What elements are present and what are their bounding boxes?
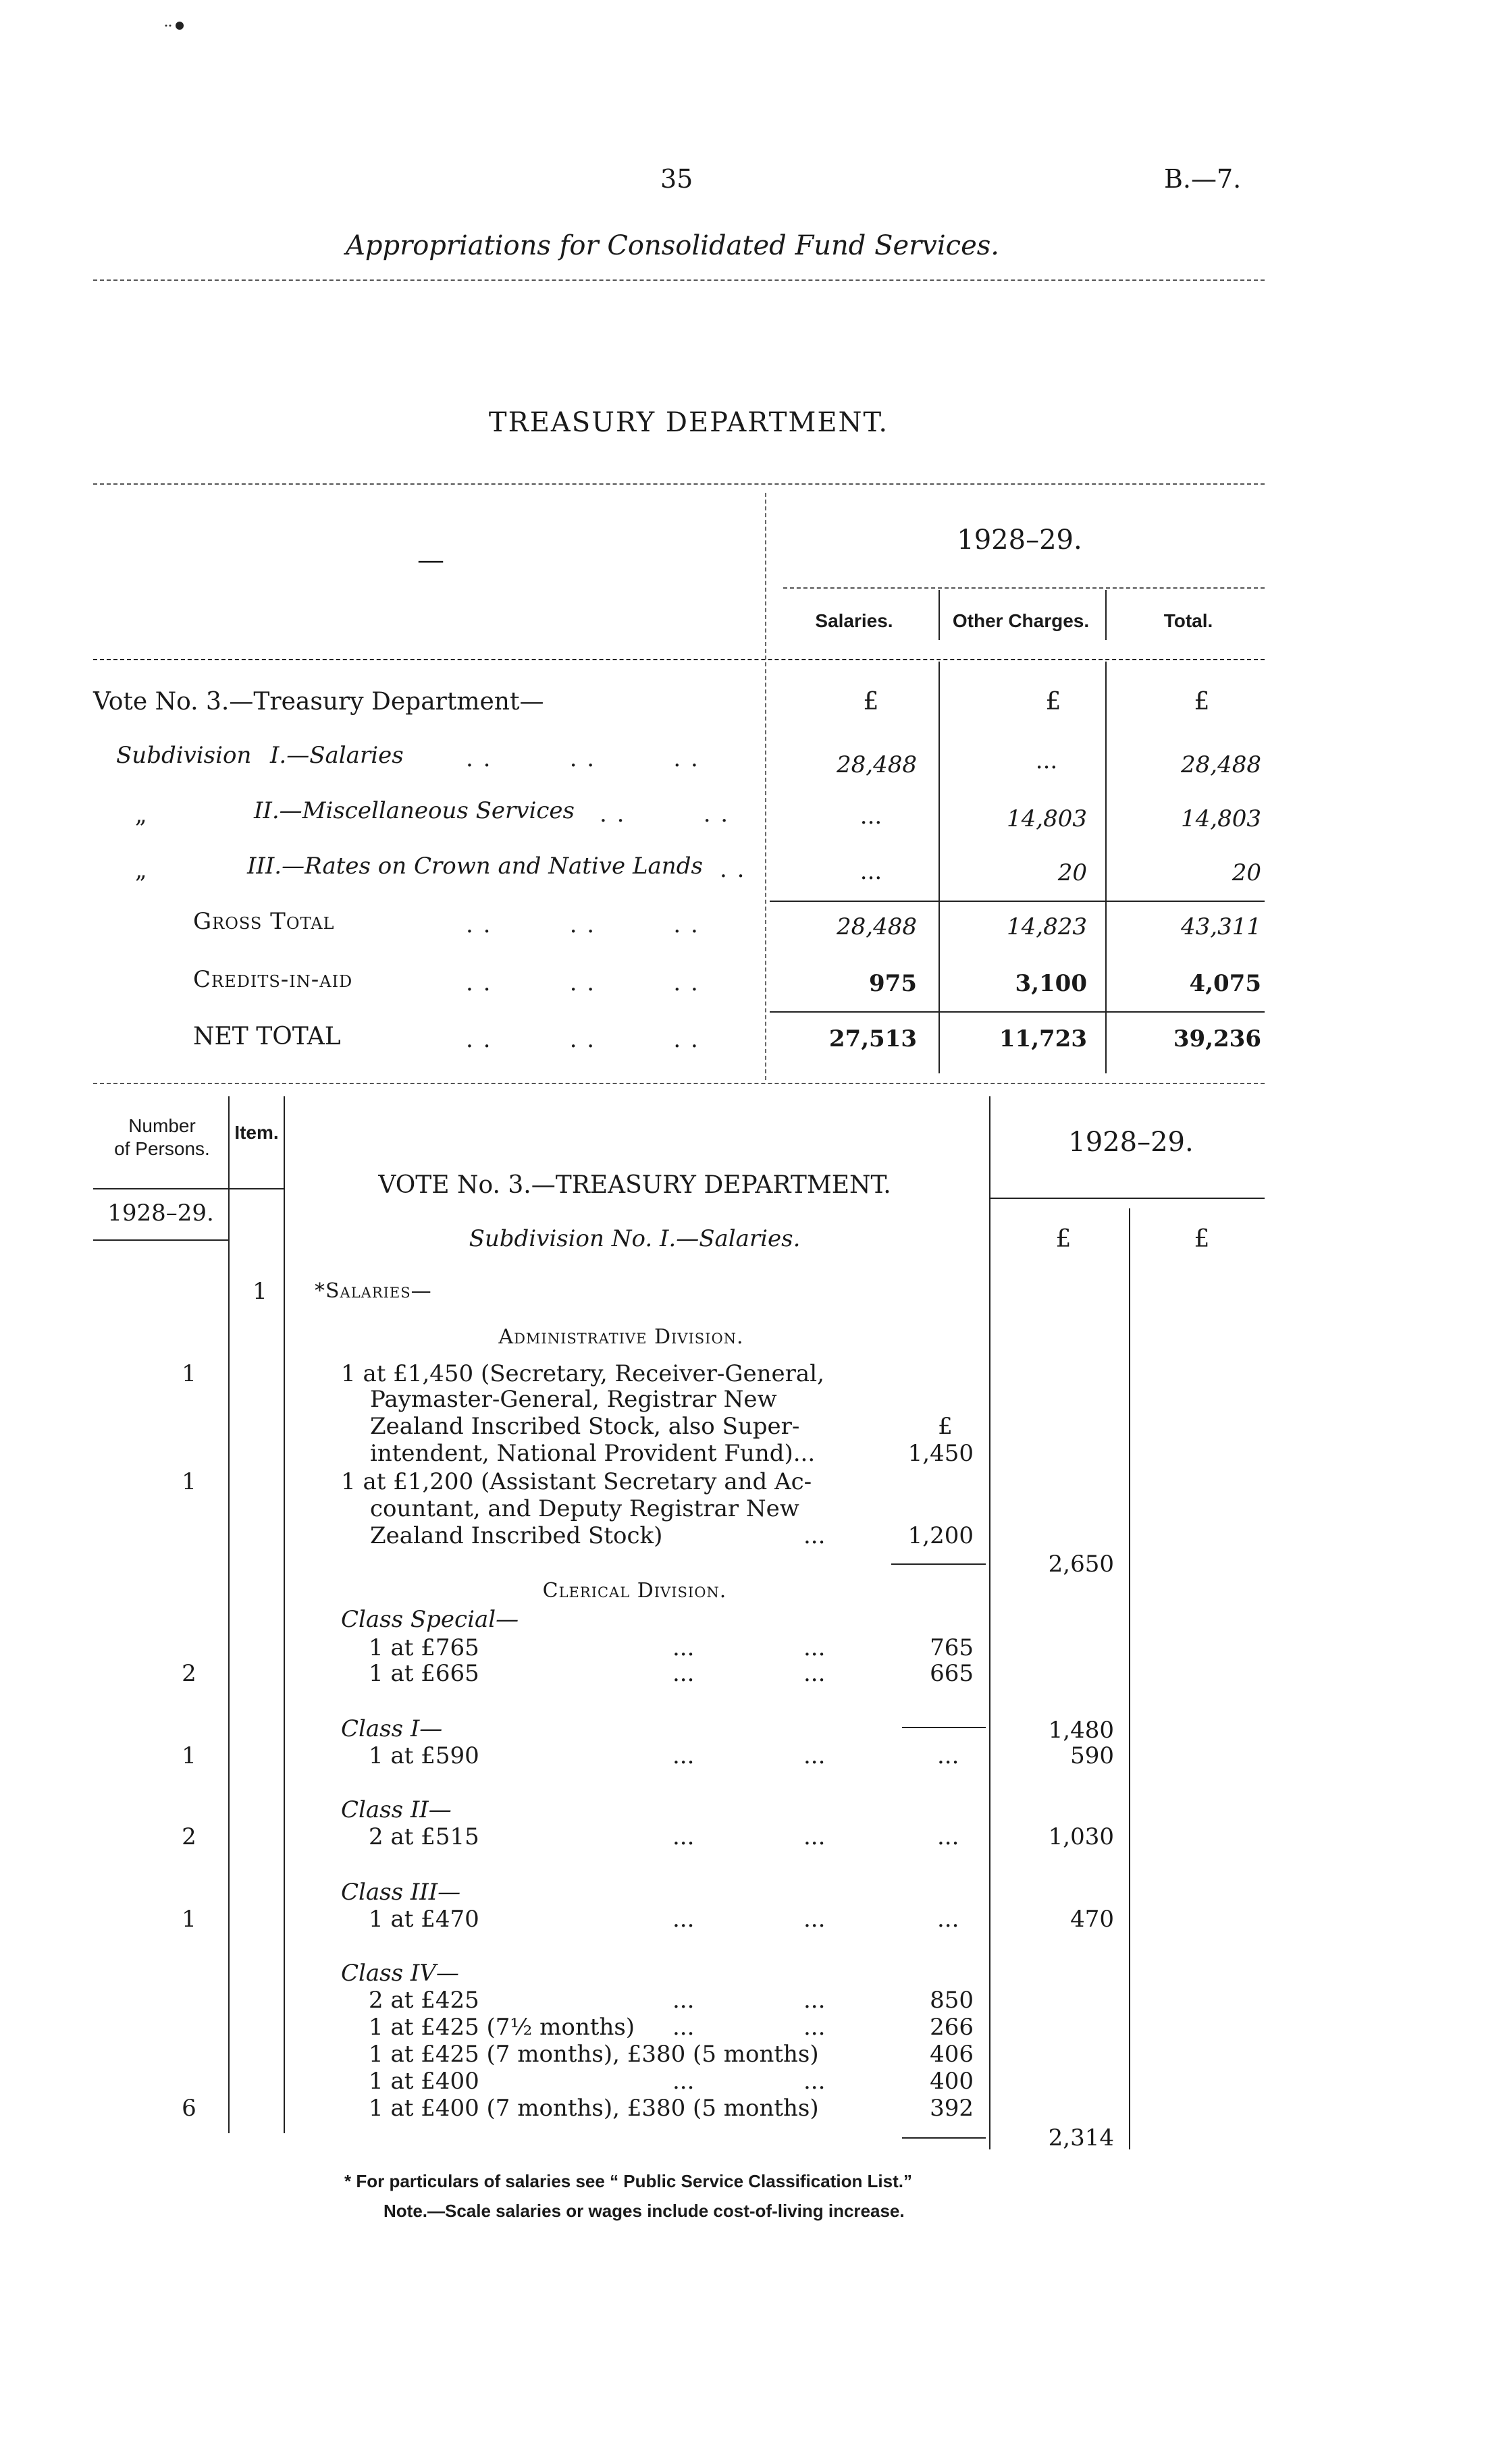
persons-year: 1928–29. [107, 1200, 214, 1227]
ellipsis: ... [803, 1823, 826, 1850]
class-special-persons: 2 [182, 1660, 196, 1687]
gross-other: 14,823 [1007, 913, 1087, 940]
class-special-subtotal-rule [902, 1727, 986, 1728]
sub2-total: 14,803 [1181, 805, 1261, 832]
sub3-total: 20 [1232, 859, 1261, 886]
class-4-value: 406 [930, 2041, 974, 2068]
persons-year-rule [93, 1239, 228, 1241]
admin-line: 1 at £1,450 (Secretary, Receiver-General, [341, 1360, 824, 1387]
class-special-line: 1 at £665 [369, 1660, 479, 1687]
class-2-value: 1,030 [1048, 1823, 1114, 1850]
vote-other: £ [1045, 688, 1061, 716]
summary-header-rule [93, 659, 1265, 660]
subdivision-label: Subdivision [116, 742, 252, 769]
ellipsis: ... [937, 1823, 959, 1850]
scale-note: Note.—Scale salaries or wages include cost-of-living increase. [384, 2201, 905, 2221]
class-4-line: 1 at £425 (7½ months) [369, 2014, 635, 2041]
admin-total: 2,650 [1048, 1551, 1114, 1578]
ellipsis: ... [672, 1987, 695, 2014]
ditto-mark: „ [135, 801, 147, 828]
doc-reference: B.—7. [1164, 164, 1242, 194]
subdivision-title: Subdivision No. I.—Salaries. [469, 1225, 801, 1252]
detail-year-rule [990, 1198, 1265, 1199]
summary-col-divider [765, 493, 766, 1080]
gross-total-rule [770, 901, 1265, 902]
summary-year-rule [783, 587, 1265, 589]
credits-total: 4,075 [1189, 970, 1261, 997]
sub2-salaries: ... [860, 803, 882, 830]
col-other-charges: Other Charges. [952, 610, 1090, 631]
credits-salaries: 975 [869, 970, 917, 997]
department-title: TREASURY DEPARTMENT. [488, 407, 889, 438]
ellipsis: ... [803, 1522, 826, 1549]
ellipsis: ... [672, 1660, 695, 1687]
credits-other: 3,100 [1015, 970, 1087, 997]
net-total: 39,236 [1173, 1025, 1261, 1052]
gross-total-label: Gross Total [193, 908, 335, 935]
ellipsis: ... [803, 1634, 826, 1661]
class-1-persons: 1 [182, 1742, 196, 1769]
col-persons-line1: Number [128, 1115, 196, 1136]
ditto-mark: „ [135, 857, 147, 884]
net-total-rule [770, 1011, 1265, 1013]
gross-salaries: 28,488 [837, 913, 917, 940]
admin-value-2: 1,200 [907, 1522, 974, 1549]
class-4-value: 266 [930, 2014, 974, 2041]
class-4-value: 850 [930, 1987, 974, 2014]
admin-value-1: 1,450 [907, 1440, 974, 1467]
dust-mark [163, 20, 190, 30]
ellipsis: ... [803, 2068, 826, 2095]
credits-in-aid-label: Credits-in-aid [193, 966, 353, 993]
detail-year: 1928–29. [1068, 1127, 1194, 1158]
ellipsis: ... [672, 1906, 695, 1933]
class-2-heading: Class II— [341, 1796, 452, 1823]
class-4-persons: 6 [182, 2095, 196, 2122]
item-number: 1 [253, 1278, 267, 1305]
admin-persons-1: 1 [182, 1360, 196, 1387]
class-3-persons: 1 [182, 1906, 196, 1933]
sub3-label: III.—Rates on Crown and Native Lands [247, 853, 703, 880]
class-4-line: 1 at £400 [369, 2068, 479, 2095]
class-4-value: 400 [930, 2068, 974, 2095]
class-1-line: 1 at £590 [369, 1742, 479, 1769]
net-total-label: NET TOTAL [193, 1023, 341, 1050]
class-special-line: 1 at £765 [369, 1634, 479, 1661]
class-special-total: 1,480 [1048, 1717, 1114, 1744]
class-4-total: 2,314 [1048, 2124, 1114, 2151]
admin-sub-pound: £ [938, 1413, 953, 1440]
ellipsis: ... [672, 1634, 695, 1661]
leader-dots: . . . . . . [466, 1026, 699, 1053]
col-persons-line2: of Persons. [114, 1138, 210, 1159]
class-4-line: 2 at £425 [369, 1987, 479, 2014]
class-4-line: 1 at £400 (7 months), £380 (5 months) [369, 2095, 819, 2122]
salaries-heading: *Salaries— [315, 1279, 432, 1303]
admin-line: Paymaster-General, Registrar New [370, 1386, 777, 1413]
ellipsis: ... [803, 2014, 826, 2041]
class-special-value: 665 [930, 1660, 974, 1687]
leader-dots: . . . . . . [466, 911, 699, 938]
clerical-division-heading: Clerical Division. [542, 1579, 727, 1603]
ellipsis: ... [672, 2014, 695, 2041]
admin-division-heading: Administrative Division. [498, 1325, 744, 1349]
admin-persons-2: 1 [182, 1468, 196, 1495]
class-3-value: 470 [1070, 1906, 1114, 1933]
ellipsis: ... [672, 2068, 695, 2095]
ellipsis: ... [803, 1906, 826, 1933]
summary-header-dash: — [417, 545, 444, 576]
ellipsis: ... [937, 1906, 959, 1933]
vote-total: £ [1194, 688, 1210, 716]
summary-bottom-rule [93, 1083, 1265, 1084]
admin-line: Zealand Inscribed Stock, also Super- [370, 1413, 800, 1440]
admin-line: Zealand Inscribed Stock) [370, 1522, 663, 1549]
sub3-salaries: ... [860, 858, 882, 885]
admin-subtotal-rule [891, 1563, 986, 1565]
sub1-other: ... [1035, 747, 1058, 774]
col-total: Total. [1163, 610, 1213, 631]
class-2-line: 2 at £515 [369, 1823, 479, 1850]
ellipsis: ... [937, 1742, 959, 1769]
item-col-rule [284, 1096, 285, 2133]
class-special-heading: Class Special— [341, 1606, 519, 1633]
col-divider-2 [1105, 590, 1107, 640]
sub3-other: 20 [1057, 859, 1087, 886]
gross-total: 43,311 [1181, 913, 1261, 940]
footnote: * For particulars of salaries see “ Public Service Classification List.” [344, 2171, 913, 2191]
admin-line: 1 at £1,200 (Assistant Secretary and Ac- [341, 1468, 812, 1495]
class-1-value: 590 [1070, 1742, 1114, 1769]
leader-dots: . . . . . . [466, 745, 699, 772]
class-4-value: 392 [930, 2095, 974, 2122]
class-4-subtotal-rule [902, 2137, 986, 2139]
running-title: Appropriations for Consolidated Fund Services. [345, 230, 999, 261]
subdivision-1-label: I.—Salaries [270, 742, 404, 769]
header-rule [93, 279, 1265, 281]
class-3-heading: Class III— [341, 1879, 461, 1906]
class-2-persons: 2 [182, 1823, 196, 1850]
class-3-line: 1 at £470 [369, 1906, 479, 1933]
net-salaries: 27,513 [828, 1025, 917, 1052]
admin-line: countant, and Deputy Registrar New [370, 1495, 799, 1522]
col-item: Item. [234, 1122, 279, 1143]
sub1-salaries: 28,488 [837, 751, 917, 778]
vote-label: Vote No. 3.—Treasury Department— [93, 688, 544, 716]
summary-top-rule [93, 483, 1265, 485]
sub1-total: 28,488 [1181, 751, 1261, 778]
amount-col-rule-2 [1129, 1208, 1130, 2149]
amount-col-rule-1 [989, 1096, 990, 2149]
ellipsis: ... [672, 1823, 695, 1850]
leader-dots: . . [720, 856, 746, 883]
sub2-label: II.—Miscellaneous Services [254, 797, 575, 824]
persons-header-rule [93, 1188, 284, 1189]
ellipsis: ... [803, 1987, 826, 2014]
vote-salaries: £ [863, 688, 879, 716]
page-number: 35 [660, 164, 693, 194]
vote-title: VOTE No. 3.—TREASURY DEPARTMENT. [378, 1171, 891, 1199]
net-other: 11,723 [999, 1025, 1087, 1052]
leader-dots: . . . . [600, 801, 730, 828]
leader-dots: . . . . . . [466, 969, 699, 996]
sub2-other: 14,803 [1007, 805, 1087, 832]
class-4-heading: Class IV— [341, 1960, 459, 1987]
class-1-heading: Class I— [341, 1715, 443, 1742]
admin-line: intendent, National Provident Fund)... [370, 1440, 816, 1467]
ellipsis: ... [803, 1660, 826, 1687]
ellipsis: ... [803, 1742, 826, 1769]
ellipsis: ... [672, 1742, 695, 1769]
col-salaries: Salaries. [815, 610, 893, 631]
persons-col-rule [228, 1096, 230, 2133]
detail-pound-1: £ [1055, 1225, 1072, 1253]
class-4-line: 1 at £425 (7 months), £380 (5 months) [369, 2041, 819, 2068]
detail-pound-2: £ [1194, 1225, 1210, 1253]
class-special-value: 765 [930, 1634, 974, 1661]
summary-year: 1928–29. [957, 525, 1082, 556]
